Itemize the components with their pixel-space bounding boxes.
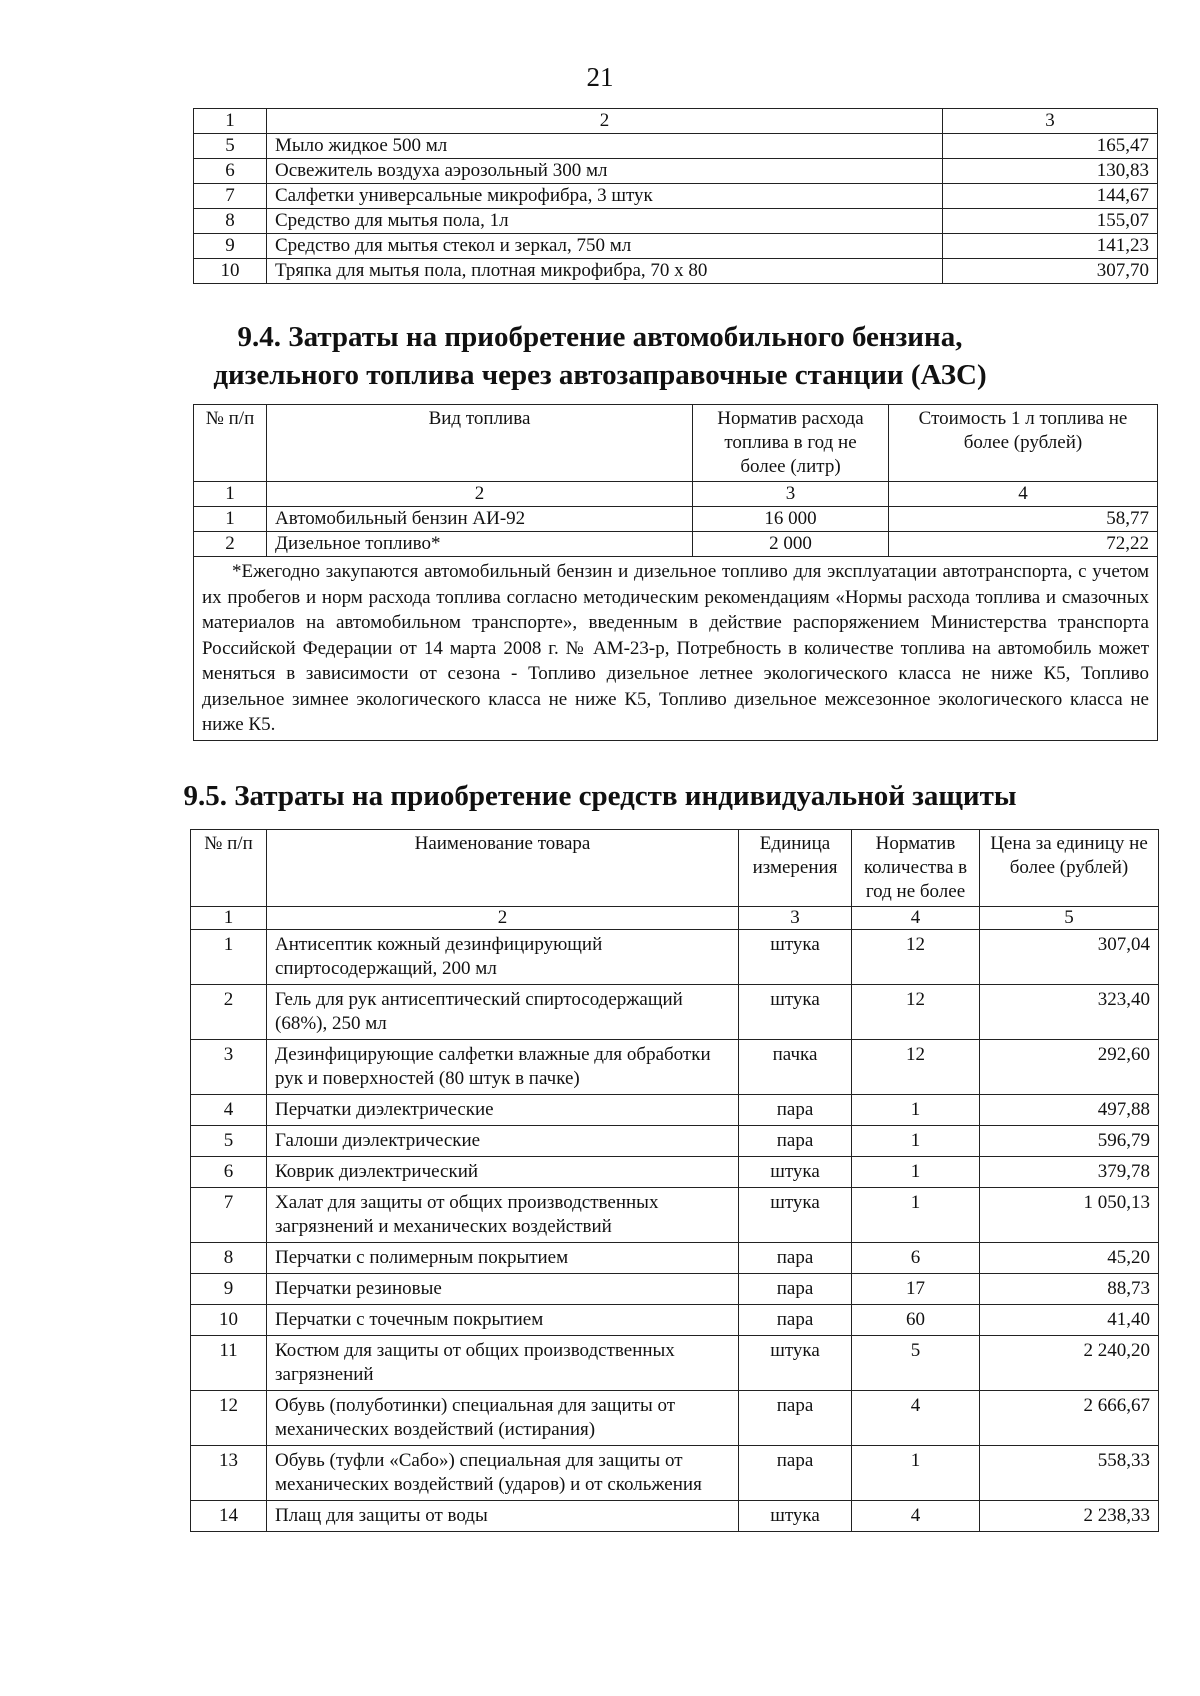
item-price: 379,78: [980, 1157, 1159, 1188]
ppe-table: [190, 829, 1159, 1532]
item-price: 596,79: [980, 1126, 1159, 1157]
item-unit: штука: [739, 985, 852, 1040]
item-unit: штука: [739, 1188, 852, 1243]
row-number: 1: [191, 930, 267, 985]
column-index: 2: [267, 907, 739, 930]
table-row: [191, 1095, 1159, 1126]
item-quantity: 1: [852, 1157, 980, 1188]
table-row: [191, 1391, 1159, 1446]
table-row: [191, 1126, 1159, 1157]
table-row: [191, 1501, 1159, 1532]
item-unit: пара: [739, 1243, 852, 1274]
item-unit: пара: [739, 1446, 852, 1501]
row-number: 13: [191, 1446, 267, 1501]
column-index: 3: [739, 907, 852, 930]
item-name: Халат для защиты от общих производственных загрязнений и механических воздействий: [267, 1188, 739, 1243]
table-row: [194, 184, 1158, 209]
item-unit: пара: [739, 1274, 852, 1305]
row-number: 1: [194, 507, 267, 532]
row-number: 11: [191, 1336, 267, 1391]
table-row: [191, 930, 1159, 985]
column-header: № п/п: [194, 405, 267, 482]
item-price: 144,67: [943, 184, 1158, 209]
item-unit: пачка: [739, 1040, 852, 1095]
table-note-row: [194, 557, 1158, 741]
row-number: 12: [191, 1391, 267, 1446]
table-index-row: [194, 109, 1158, 134]
column-header: Норматив расхода топлива в год не более (литр): [693, 405, 889, 482]
item-name: Гель для рук антисептический спиртосодержащий (68%), 250 мл: [267, 985, 739, 1040]
item-name: Мыло жидкое 500 мл: [267, 134, 943, 159]
table-index-row: [194, 482, 1158, 507]
item-quantity: 12: [852, 985, 980, 1040]
item-quantity: 1: [852, 1446, 980, 1501]
row-number: 14: [191, 1501, 267, 1532]
fuel-norm: 16 000: [693, 507, 889, 532]
item-quantity: 4: [852, 1501, 980, 1532]
item-quantity: 12: [852, 1040, 980, 1095]
column-index: 1: [194, 482, 267, 507]
fuel-price: 72,22: [889, 532, 1158, 557]
table-row: [194, 259, 1158, 284]
table-row: [194, 532, 1158, 557]
table-row: [191, 1188, 1159, 1243]
item-name: Антисептик кожный дезинфицирующий спиртосодержащий, 200 мл: [267, 930, 739, 985]
item-price: 292,60: [980, 1040, 1159, 1095]
section-heading-9-5: 9.5. Затраты на приобретение средств индивидуальной защиты: [183, 780, 1017, 812]
item-price: 165,47: [943, 134, 1158, 159]
item-price: 88,73: [980, 1274, 1159, 1305]
row-number: 7: [194, 184, 267, 209]
column-index: 3: [943, 109, 1158, 134]
item-price: 307,70: [943, 259, 1158, 284]
item-quantity: 60: [852, 1305, 980, 1336]
item-name: Тряпка для мытья пола, плотная микрофибра, 70 х 80: [267, 259, 943, 284]
item-quantity: 4: [852, 1391, 980, 1446]
column-header: Наименование товара: [267, 830, 739, 907]
column-header: Норматив количества в год не более: [852, 830, 980, 907]
item-quantity: 6: [852, 1243, 980, 1274]
column-index: 5: [980, 907, 1159, 930]
column-header: Цена за единицу не более (рублей): [980, 830, 1159, 907]
item-unit: штука: [739, 1501, 852, 1532]
column-header: Стоимость 1 л топлива не более (рублей): [889, 405, 1158, 482]
fuel-name: Автомобильный бензин АИ-92: [267, 507, 693, 532]
item-price: 307,04: [980, 930, 1159, 985]
item-name: Освежитель воздуха аэрозольный 300 мл: [267, 159, 943, 184]
row-number: 3: [191, 1040, 267, 1095]
row-number: 8: [191, 1243, 267, 1274]
item-unit: штука: [739, 1157, 852, 1188]
item-name: Коврик диэлектрический: [267, 1157, 739, 1188]
item-price: 1 050,13: [980, 1188, 1159, 1243]
item-name: Средство для мытья пола, 1л: [267, 209, 943, 234]
column-index: 2: [267, 109, 943, 134]
item-price: 2 666,67: [980, 1391, 1159, 1446]
page-number: 21: [586, 62, 614, 92]
table-row: [191, 1040, 1159, 1095]
column-index: 4: [852, 907, 980, 930]
fuel-table: [193, 404, 1158, 741]
column-index: 3: [693, 482, 889, 507]
item-name: Обувь (туфли «Сабо») специальная для защиты от механических воздействий (ударов) и от скольжения: [267, 1446, 739, 1501]
item-price: 41,40: [980, 1305, 1159, 1336]
item-name: Средство для мытья стекол и зеркал, 750 мл: [267, 234, 943, 259]
fuel-norm: 2 000: [693, 532, 889, 557]
row-number: 6: [194, 159, 267, 184]
table-row: [194, 159, 1158, 184]
row-number: 5: [194, 134, 267, 159]
item-name: Галоши диэлектрические: [267, 1126, 739, 1157]
item-price: 45,20: [980, 1243, 1159, 1274]
item-price: 2 240,20: [980, 1336, 1159, 1391]
item-quantity: 12: [852, 930, 980, 985]
table-index-row: [191, 907, 1159, 930]
item-name: Плащ для защиты от воды: [267, 1501, 739, 1532]
item-quantity: 5: [852, 1336, 980, 1391]
item-price: 497,88: [980, 1095, 1159, 1126]
item-name: Перчатки с полимерным покрытием: [267, 1243, 739, 1274]
note-text: *Ежегодно закупаются автомобильный бензин и дизельное топливо для эксплуатации автотранспорта, с учетом их пробегов и норм расхода топлива согласно методическим рекомендациям «Нормы расхода топлива и смазочных материалов на автомобильном транспорте», введенным в действие распоряжением Министерства транспорта Российской Федерации от 14 марта 2008 г. № АМ-23-р, Потребность в количестве топлива на автомобиль может меняться в зависимости от сезона - Топливо дизельное летнее экологического класса не ниже К5, Топливо дизельное зимнее экологического класса не ниже К5, Топливо дизельное межсезонное экологического класса не ниже К5.: [202, 561, 1149, 735]
item-price: 558,33: [980, 1446, 1159, 1501]
row-number: 5: [191, 1126, 267, 1157]
item-name: Салфетки универсальные микрофибра, 3 штук: [267, 184, 943, 209]
column-header: Единица измерения: [739, 830, 852, 907]
item-unit: пара: [739, 1391, 852, 1446]
item-price: 130,83: [943, 159, 1158, 184]
item-unit: пара: [739, 1305, 852, 1336]
column-index: 4: [889, 482, 1158, 507]
table-row: [191, 1274, 1159, 1305]
item-unit: пара: [739, 1126, 852, 1157]
item-name: Перчатки с точечным покрытием: [267, 1305, 739, 1336]
item-price: 2 238,33: [980, 1501, 1159, 1532]
cleaning-supplies-table: [193, 108, 1158, 284]
item-name: Обувь (полуботинки) специальная для защиты от механических воздействий (истирания): [267, 1391, 739, 1446]
row-number: 9: [191, 1274, 267, 1305]
item-quantity: 17: [852, 1274, 980, 1305]
item-name: Костюм для защиты от общих производственных загрязнений: [267, 1336, 739, 1391]
table-row: [191, 1305, 1159, 1336]
row-number: 2: [191, 985, 267, 1040]
item-unit: штука: [739, 1336, 852, 1391]
item-quantity: 1: [852, 1095, 980, 1126]
row-number: 2: [194, 532, 267, 557]
column-header: № п/п: [191, 830, 267, 907]
row-number: 9: [194, 234, 267, 259]
item-price: 323,40: [980, 985, 1159, 1040]
column-header: Вид топлива: [267, 405, 693, 482]
row-number: 4: [191, 1095, 267, 1126]
fuel-name: Дизельное топливо*: [267, 532, 693, 557]
item-price: 141,23: [943, 234, 1158, 259]
row-number: 10: [191, 1305, 267, 1336]
row-number: 10: [194, 259, 267, 284]
table-row: [194, 209, 1158, 234]
table-header-row: [194, 405, 1158, 482]
column-index: 1: [191, 907, 267, 930]
item-quantity: 1: [852, 1126, 980, 1157]
section-heading-9-4: [0, 318, 1200, 394]
row-number: 7: [191, 1188, 267, 1243]
item-unit: штука: [739, 930, 852, 985]
item-unit: пара: [739, 1095, 852, 1126]
fuel-note: [194, 557, 1158, 741]
table-row: [191, 985, 1159, 1040]
heading-line: дизельного топлива через автозаправочные станции (АЗС): [213, 359, 987, 391]
row-number: 6: [191, 1157, 267, 1188]
table-row: [194, 134, 1158, 159]
item-quantity: 1: [852, 1188, 980, 1243]
table-row: [191, 1243, 1159, 1274]
column-index: 2: [267, 482, 693, 507]
item-name: Дезинфицирующие салфетки влажные для обработки рук и поверхностей (80 штук в пачке): [267, 1040, 739, 1095]
item-name: Перчатки резиновые: [267, 1274, 739, 1305]
table-row: [191, 1446, 1159, 1501]
table-header-row: [191, 830, 1159, 907]
row-number: 8: [194, 209, 267, 234]
table-row: [194, 507, 1158, 532]
column-index: 1: [194, 109, 267, 134]
table-row: [191, 1157, 1159, 1188]
item-price: 155,07: [943, 209, 1158, 234]
item-name: Перчатки диэлектрические: [267, 1095, 739, 1126]
table-row: [194, 234, 1158, 259]
table-row: [191, 1336, 1159, 1391]
fuel-price: 58,77: [889, 507, 1158, 532]
heading-line: 9.4. Затраты на приобретение автомобильного бензина,: [237, 321, 963, 353]
